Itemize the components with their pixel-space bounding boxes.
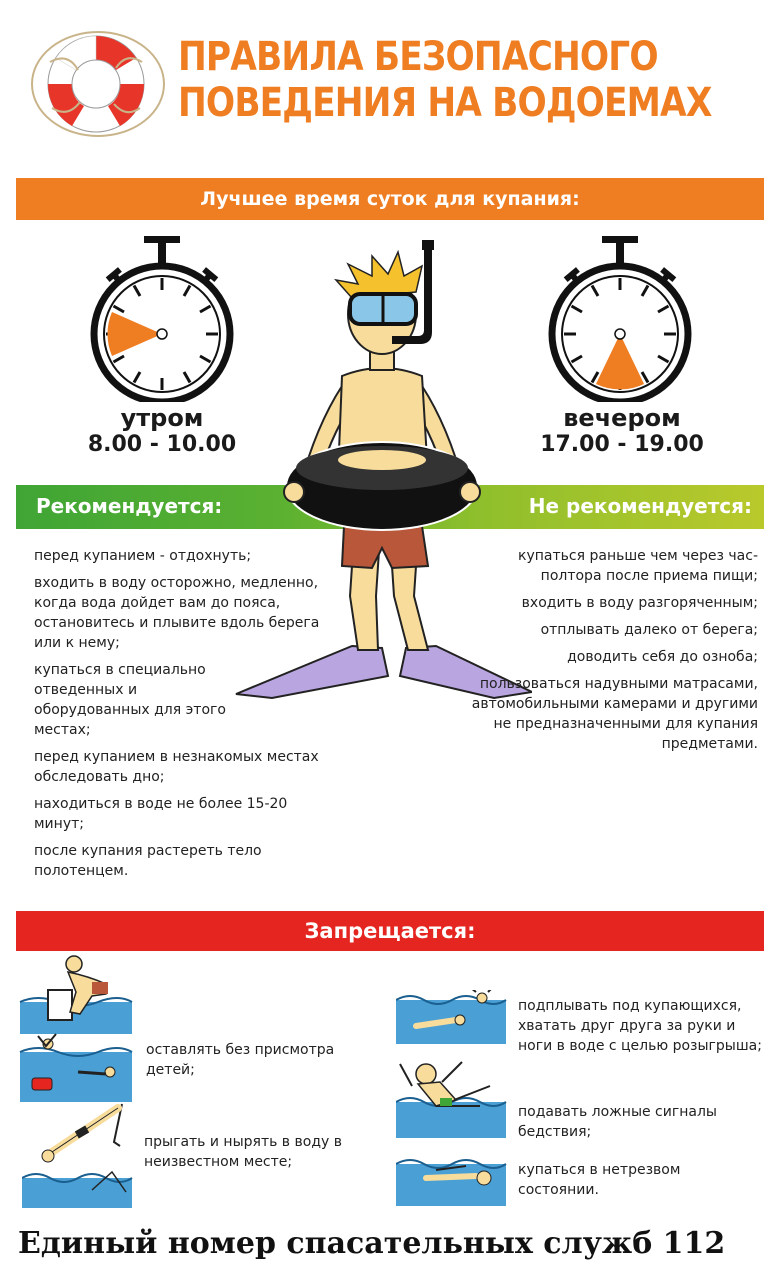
evening-label: вечером (563, 404, 681, 432)
list-item: после купания растереть тело полотенцем. (34, 843, 262, 879)
emergency-number-footer: Единый номер спасательных служб 112 (18, 1226, 726, 1261)
child-unattended-illustration (18, 954, 138, 1104)
lifebuoy-icon (28, 22, 168, 142)
list-item: перед купанием - отдохнуть; (34, 548, 252, 564)
forbidden-band (16, 911, 764, 951)
drunk-swimming-illustration (396, 1156, 508, 1208)
list-item: входить в воду осторожно, медленно, когда вода дойдет вам до пояса, остановитесь и плывите вдоль берега или к нему; (34, 575, 320, 651)
forbidden-item: купаться в нетрезвом состоянии. (518, 1162, 681, 1198)
recommended-list (34, 546, 364, 888)
forbidden-item: подплывать под купающихся, хватать друг друга за руки и ноги в воде с целью розыгрыша; (518, 998, 762, 1054)
title-line-1: ПРАВИЛА БЕЗОПАСНОГО (178, 34, 658, 80)
underwater-prank-illustration (396, 990, 508, 1046)
false-distress-illustration (396, 1056, 508, 1140)
forbidden-item: оставлять без присмотра детей; (146, 1042, 335, 1078)
not-recommended-list (440, 546, 758, 761)
evening-block (532, 404, 712, 457)
recommended-heading: Рекомендуется: (36, 494, 223, 518)
forbidden-heading: Запрещается: (304, 919, 476, 943)
best-time-heading: Лучшее время суток для купания: (200, 188, 580, 210)
stopwatch-evening-icon (540, 232, 700, 402)
list-item: входить в воду разгоряченным; (521, 595, 758, 611)
forbidden-item: прыгать и нырять в воду в неизвестном месте; (144, 1134, 342, 1170)
best-time-band (16, 178, 764, 220)
title-line-2: ПОВЕДЕНИЯ НА ВОДОЕМАХ (178, 80, 712, 126)
diving-illustration (22, 1102, 134, 1212)
stopwatch-morning-icon (82, 232, 242, 402)
morning-label: утром (120, 404, 204, 432)
page-title (178, 34, 712, 126)
evening-time: 17.00 - 19.00 (540, 432, 704, 457)
list-item: пользоваться надувными матрасами, автомобильными камерами и другими не предназначенными для купания предметами. (471, 676, 758, 752)
list-item: отплывать далеко от берега; (540, 622, 758, 638)
list-item: перед купанием в незнакомых местах обследовать дно; (34, 749, 319, 785)
morning-time: 8.00 - 10.00 (87, 432, 237, 457)
list-item: купаться в специально отведенных и оборудованных для этого местах; (34, 662, 226, 738)
not-recommended-heading: Не рекомендуется: (528, 494, 752, 518)
list-item: купаться раньше чем через час-полтора после приема пищи; (518, 548, 758, 584)
forbidden-item: подавать ложные сигналы бедствия; (518, 1104, 717, 1140)
list-item: доводить себя до озноба; (567, 649, 758, 665)
list-item: находиться в воде не более 15-20 минут; (34, 796, 288, 832)
morning-block (72, 404, 252, 457)
